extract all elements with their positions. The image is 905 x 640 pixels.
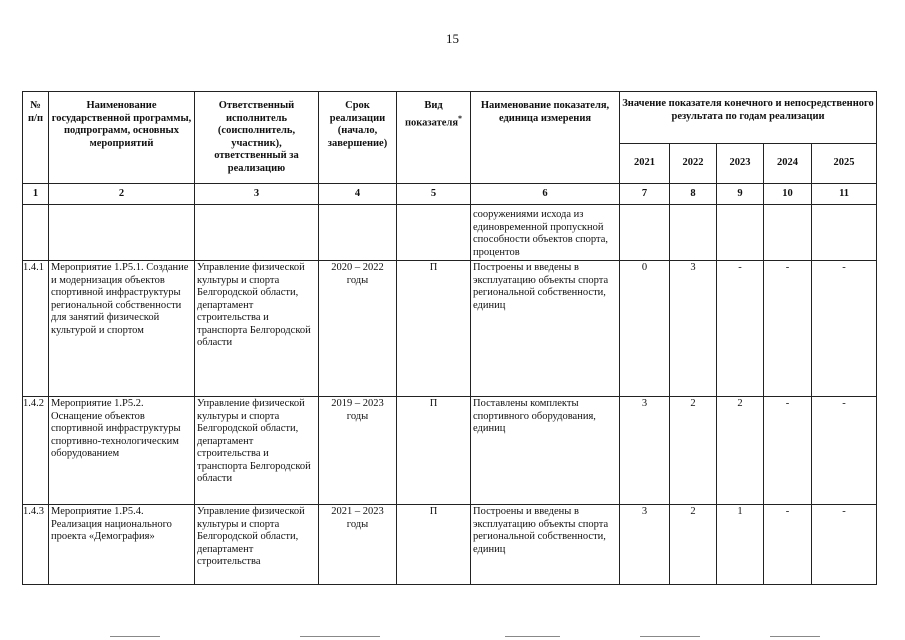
table-row	[23, 397, 877, 505]
indicator-type-cell: П	[397, 261, 471, 397]
row-number: 1.4.3	[23, 505, 49, 585]
indicator-cell: сооружениями исхода из единовременной пропускной способности объектов спорта, процентов	[471, 205, 620, 261]
term-cell: 2019 – 2023 годы	[319, 397, 397, 505]
column-number: 10	[764, 184, 812, 205]
executor-cell: Управление физической культуры и спорта Белгородской области, департамент строительства	[195, 505, 319, 585]
indicator-type-cell: П	[397, 505, 471, 585]
header-indicator-name: Наименование показателя, единица измерения	[471, 92, 620, 184]
value-cell: 2	[670, 505, 717, 585]
program-table	[22, 91, 877, 585]
column-number-row	[23, 184, 877, 205]
row-number: 1.4.1	[23, 261, 49, 397]
indicator-cell: Построены и введены в эксплуатацию объекты спорта региональной собственности, единиц	[471, 505, 620, 585]
indicator-cell: Построены и введены в эксплуатацию объекты спорта региональной собственности, единиц	[471, 261, 620, 397]
value-cell: -	[764, 261, 812, 397]
value-cell: 3	[670, 261, 717, 397]
column-number: 11	[812, 184, 877, 205]
value-cell: 1	[717, 505, 764, 585]
header-type-mark: *	[458, 113, 463, 123]
column-number: 7	[620, 184, 670, 205]
value-cell: -	[812, 505, 877, 585]
table-row	[23, 505, 877, 585]
term-cell: 2020 – 2022 годы	[319, 261, 397, 397]
row-number: 1.4.2	[23, 397, 49, 505]
value-cell: 3	[620, 505, 670, 585]
value-cell: 3	[620, 397, 670, 505]
measure-name: Мероприятие 1.Р5.2. Оснащение объектов спортивной инфраструктуры спортивно-технологическим оборудованием	[49, 397, 195, 505]
term-cell: 2021 – 2023 годы	[319, 505, 397, 585]
executor-cell: Управление физической культуры и спорта Белгородской области, департамент строительства и транспорта Белгородской области	[195, 261, 319, 397]
column-number: 6	[471, 184, 620, 205]
header-year: 2022	[670, 144, 717, 184]
header-name: Наименование государственной программы, подпрограмм, основных мероприятий	[49, 92, 195, 184]
column-number: 5	[397, 184, 471, 205]
value-cell: -	[812, 397, 877, 505]
column-number: 2	[49, 184, 195, 205]
column-number: 4	[319, 184, 397, 205]
value-cell: -	[764, 397, 812, 505]
value-cell: -	[812, 261, 877, 397]
scan-edge-marks	[0, 634, 905, 640]
column-number: 3	[195, 184, 319, 205]
header-year: 2025	[812, 144, 877, 184]
column-number: 8	[670, 184, 717, 205]
indicator-cell: Поставлены комплекты спортивного оборудования, единиц	[471, 397, 620, 505]
table-row-continuation	[23, 205, 877, 261]
header-indicator-type	[397, 92, 471, 184]
value-cell: 2	[670, 397, 717, 505]
column-number: 1	[23, 184, 49, 205]
measure-name: Мероприятие 1.Р5.1. Создание и модернизация объектов спортивной инфраструктуры региональной собственности для занятий физической культурой и спортом	[49, 261, 195, 397]
indicator-type-cell: П	[397, 397, 471, 505]
measure-name: Мероприятие 1.Р5.4. Реализация национального проекта «Демография»	[49, 505, 195, 585]
page-number: 15	[446, 31, 459, 46]
header-year: 2023	[717, 144, 764, 184]
executor-cell: Управление физической культуры и спорта Белгородской области, департамент строительства и транспорта Белгородской области	[195, 397, 319, 505]
value-cell: 2	[717, 397, 764, 505]
header-year: 2021	[620, 144, 670, 184]
header-row	[23, 92, 877, 144]
header-values: Значение показателя конечного и непосредственного результата по годам реализации	[620, 92, 877, 144]
header-term: Срок реализации (начало, завершение)	[319, 92, 397, 184]
header-type-label: Вид показателя	[404, 100, 459, 128]
column-number: 9	[717, 184, 764, 205]
header-executor: Ответственный исполнитель (соисполнитель, участник), ответственный за реализацию	[195, 92, 319, 184]
header-num: № п/п	[23, 92, 49, 184]
header-year: 2024	[764, 144, 812, 184]
table-row	[23, 261, 877, 397]
value-cell: 0	[620, 261, 670, 397]
value-cell: -	[717, 261, 764, 397]
value-cell: -	[764, 505, 812, 585]
